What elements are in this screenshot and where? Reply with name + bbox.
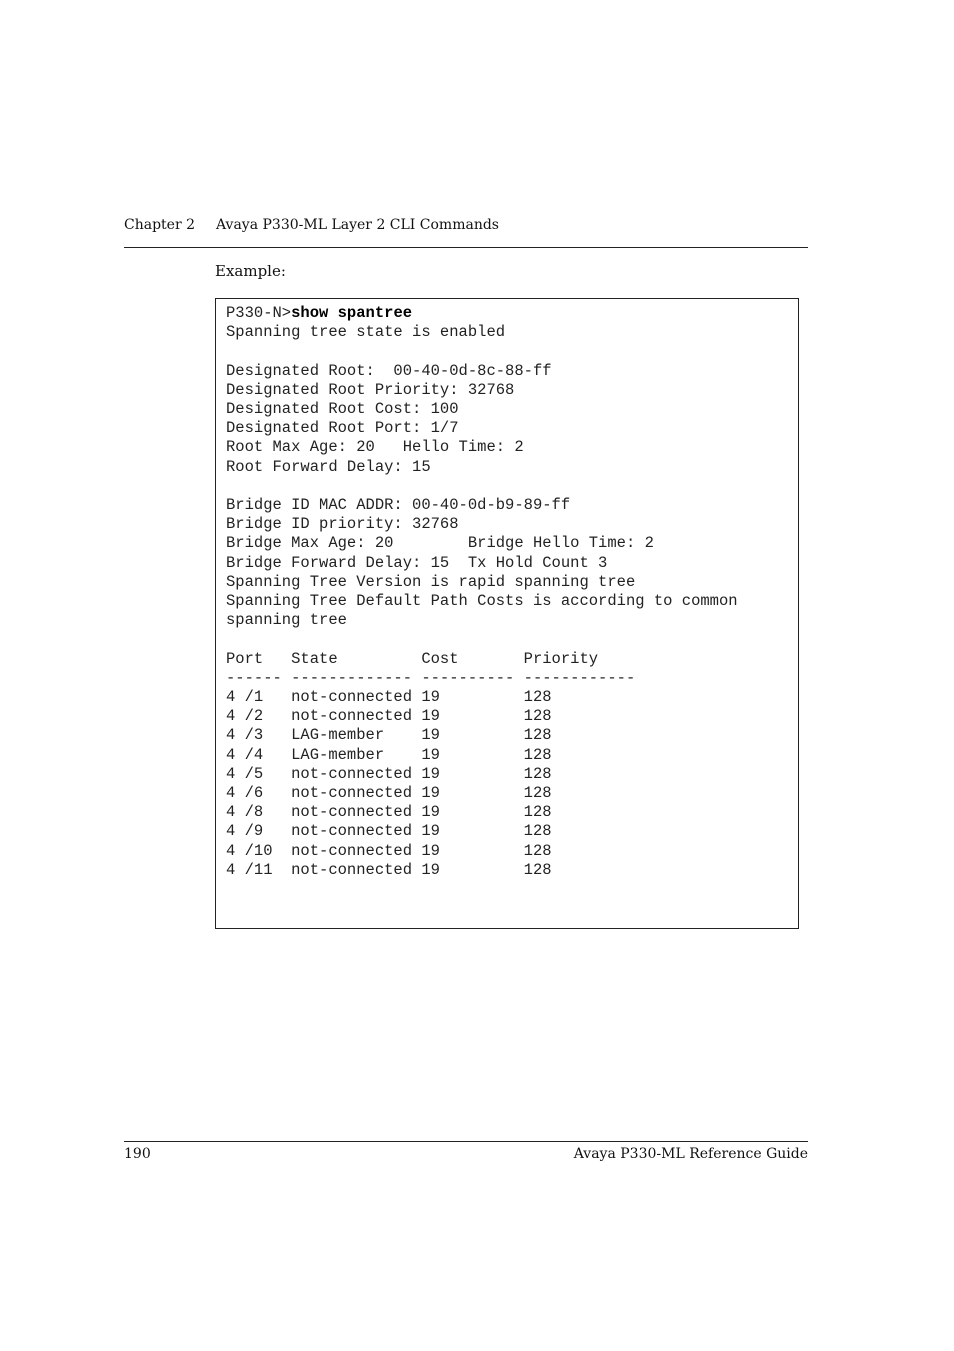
cli-example-box	[215, 298, 799, 929]
chapter-label: Chapter 2	[124, 217, 195, 233]
example-label: Example:	[215, 262, 286, 280]
chapter-title: Avaya P330-ML Layer 2 CLI Commands	[216, 217, 499, 233]
cli-prompt: P330-N>	[226, 304, 292, 322]
guide-title: Avaya P330-ML Reference Guide	[573, 1146, 808, 1162]
page-footer	[124, 1141, 808, 1162]
page-header	[124, 214, 808, 248]
page-number: 190	[124, 1146, 151, 1162]
cli-output	[226, 304, 738, 880]
cli-command: show spantree	[291, 304, 413, 322]
cli-command-output: Spanning tree state is enabled Designated Root: 00-40-0d-8c-88-ff Designated Root Priority: 32768 Designated Root Cost: 100 Designated Root Port: 1/7 Root Max Age: 20 Hello Time: 2 Root Forward Delay: 15 Bridge ID MAC ADDR: 00-40-0d-b9-89-ff Bridge ID priority: 32768 Bridge Max Age: 20 Bridge Hello Time: 2 Bridge Forward Delay: 15 Tx Hold Count 3 Spanning Tree Version is rapid spanning tree Spanning Tree Default Path Costs is according to common spanning tree Port State Cost Priority ------ ------------- ---------- ------------ 4 /1 not-connected 19 128 4 /2 not-connected 19 128 4 /3 LAG-member 19 128 4 /4 LAG-member 19 128 4 /5 not-connected 19 128 4 /6 not-connected 19 128 4 /8 not-connected 19 128 4 /9 not-connected 19 128 4 /10 not-connected 19 128 4 /11 not-connected 19 128	[226, 323, 738, 879]
